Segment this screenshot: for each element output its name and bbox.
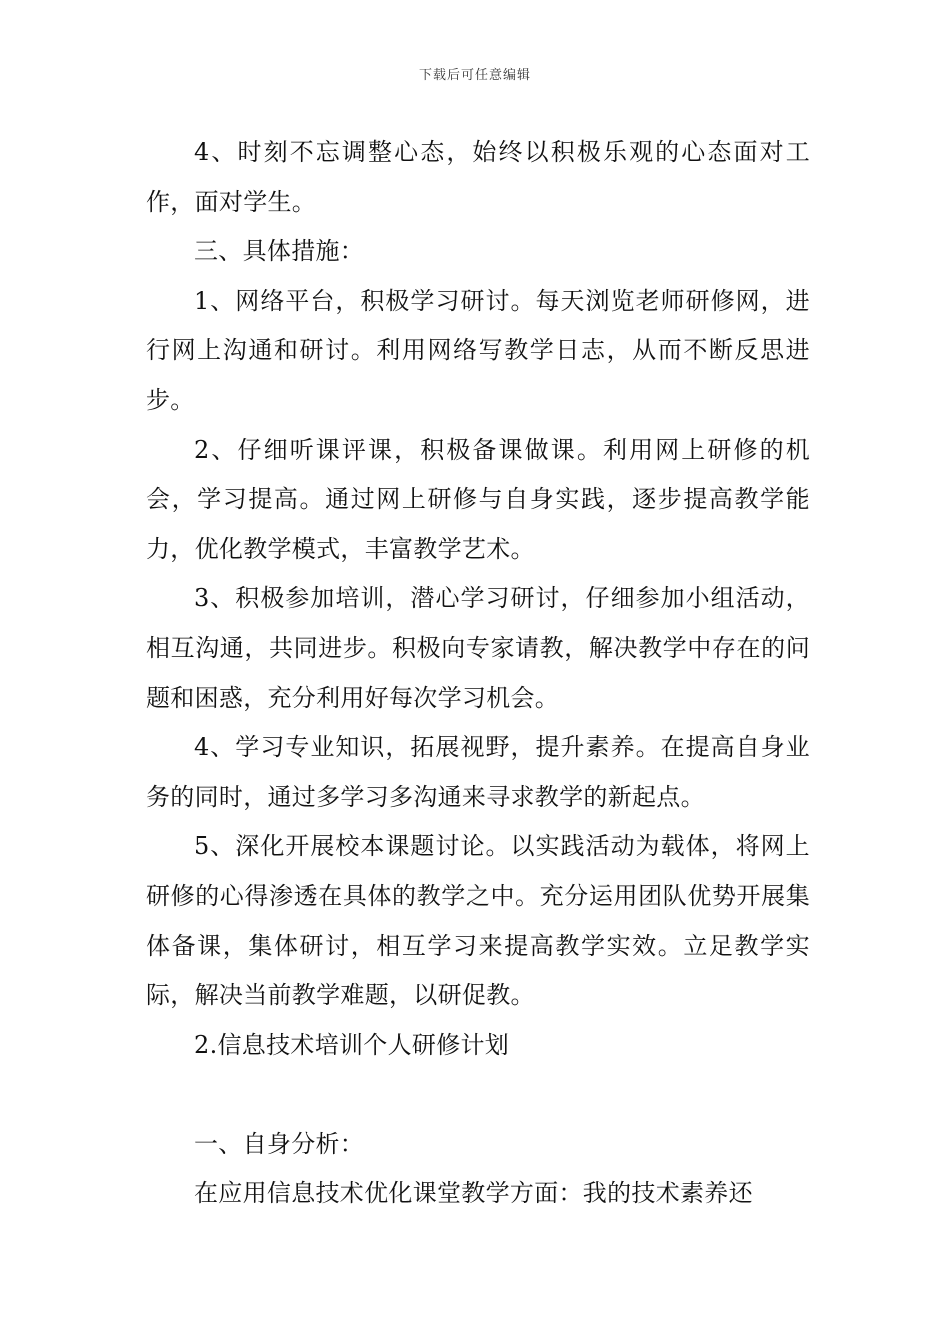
- document-body: [146, 128, 810, 1219]
- paragraph-training: 3、积极参加培训，潜心学习研讨，仔细参加小组活动，相互沟通，共同进步。积极向专家请教，解决教学中存在的问题和困惑，充分利用好每次学习机会。: [146, 584, 810, 712]
- section-heading-measures: 三、具体措施：: [194, 237, 365, 266]
- blank-line: [146, 1070, 810, 1120]
- document-title-it-training-plan: 2.信息技术培训个人研修计划: [194, 1030, 510, 1059]
- page-header-note: 下载后可任意编辑: [418, 68, 531, 83]
- paragraph-network-platform: 1、网络平台，积极学习研讨。每天浏览老师研修网，进行网上沟通和研讨。利用网络写教学日志，从而不断反思进步。: [146, 286, 810, 414]
- paragraph-school-research: 5、深化开展校本课题讨论。以实践活动为载体，将网上研修的心得渗透在具体的教学之中。充分运用团队优势开展集体备课，集体研讨，相互学习来提高教学实效。立足教学实际，解决当前教学难题，以研促教。: [146, 832, 810, 1010]
- paragraph-attitude: 4、时刻不忘调整心态，始终以积极乐观的心态面对工作，面对学生。: [146, 138, 810, 216]
- paragraph-lesson-evaluation: 2、仔细听课评课，积极备课做课。利用网上研修的机会，学习提高。通过网上研修与自身实践，逐步提高教学能力，优化教学模式，丰富教学艺术。: [146, 435, 810, 563]
- paragraph-tech-application: 在应用信息技术优化课堂教学方面：我的技术素养还: [194, 1179, 753, 1208]
- paragraph-professional-knowledge: 4、学习专业知识，拓展视野，提升素养。在提高自身业务的同时，通过多学习多沟通来寻求教学的新起点。: [146, 733, 810, 811]
- section-heading-self-analysis: 一、自身分析：: [194, 1129, 365, 1158]
